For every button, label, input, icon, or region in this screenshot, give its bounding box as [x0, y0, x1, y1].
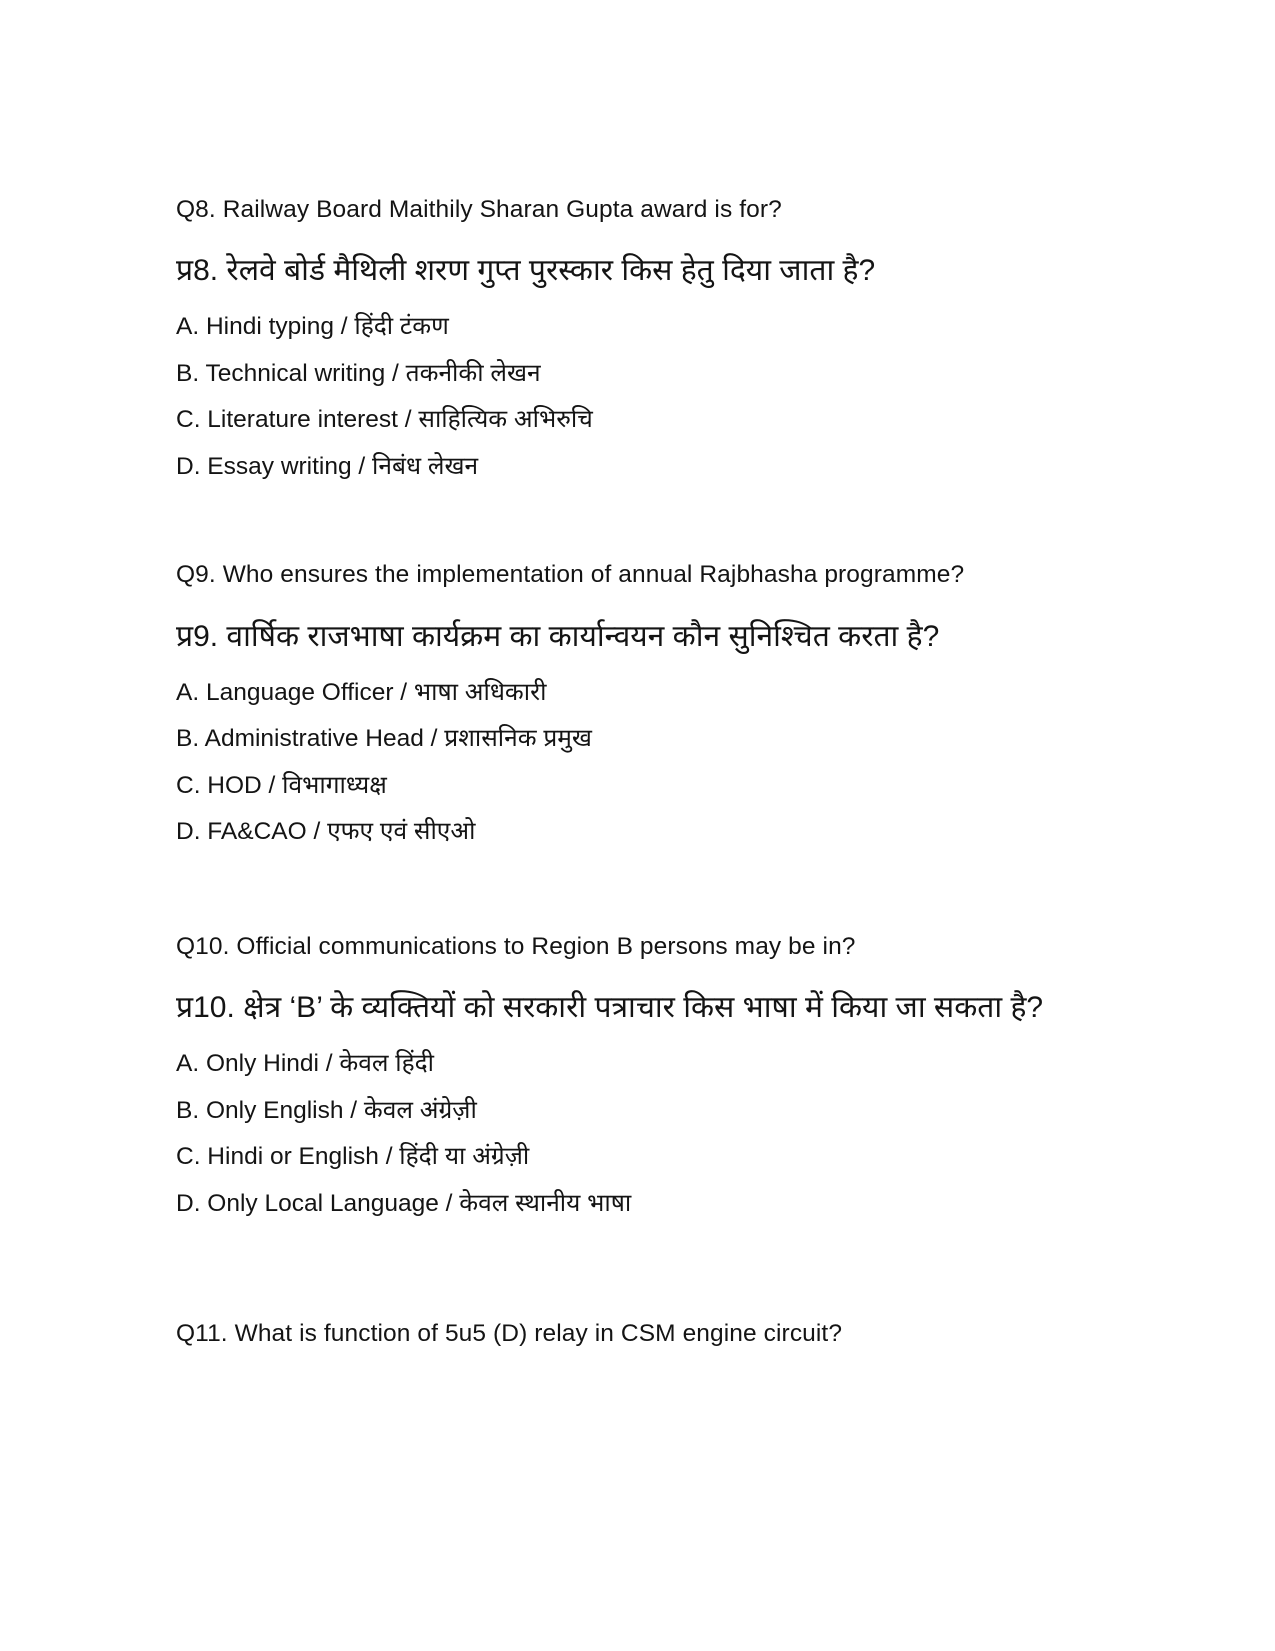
- block-spacer: [176, 479, 1176, 561]
- option-c-q10: C. Hindi or English / हिंदी या अंग्रेज़ी: [176, 1143, 530, 1171]
- option-c-q9: C. HOD / विभागाध्यक्ष: [176, 771, 387, 799]
- option-a-q10: A. Only Hindi / केवल हिंदी: [176, 1050, 434, 1078]
- option-b-q9: B. Administrative Head / प्रशासनिक प्रमुख: [176, 725, 592, 753]
- document-content: [176, 196, 1176, 1349]
- block-spacer: [176, 1216, 1176, 1320]
- question-block-q11: [176, 1320, 1176, 1348]
- question-text-english-q10: Q10. Official communications to Region B persons may be in?: [176, 932, 856, 960]
- question-text-english-q11: Q11. What is function of 5u5 (D) relay in CSM engine circuit?: [176, 1320, 843, 1348]
- question-text-hindi-q8: प्र8. रेलवे बोर्ड मैथिली शरण गुप्त पुरस्कार किस हेतु दिया जाता है?: [176, 254, 876, 288]
- question-block-q9: [176, 561, 1176, 844]
- question-text-english-q8: Q8. Railway Board Maithily Sharan Gupta award is for?: [176, 196, 782, 223]
- question-block-q8: [176, 196, 1176, 479]
- option-c-q8: C. Literature interest / साहित्यिक अभिरुचि: [176, 406, 593, 434]
- option-b-q10: B. Only English / केवल अंग्रेज़ी: [176, 1096, 477, 1124]
- option-d-q9: D. FA&CAO / एफए एवं सीएओ: [176, 818, 476, 846]
- block-spacer: [176, 845, 1176, 933]
- option-d-q10: D. Only Local Language / केवल स्थानीय भाषा: [176, 1189, 632, 1217]
- question-block-q10: [176, 933, 1176, 1216]
- option-a-q9: A. Language Officer / भाषा अधिकारी: [176, 678, 547, 706]
- option-d-q8: D. Essay writing / निबंध लेखन: [176, 452, 479, 480]
- question-text-hindi-q9: प्र9. वार्षिक राजभाषा कार्यक्रम का कार्यान्वयन कौन सुनिश्चित करता है?: [176, 619, 940, 653]
- option-a-q8: A. Hindi typing / हिंदी टंकण: [176, 313, 449, 341]
- question-text-english-q9: Q9. Who ensures the implementation of annual Rajbhasha programme?: [176, 561, 965, 589]
- option-b-q8: B. Technical writing / तकनीकी लेखन: [176, 359, 541, 387]
- question-text-hindi-q10: प्र10. क्षेत्र ‘B’ के व्यक्तियों को सरकारी पत्राचार किस भाषा में किया जा सकता है?: [176, 991, 1044, 1025]
